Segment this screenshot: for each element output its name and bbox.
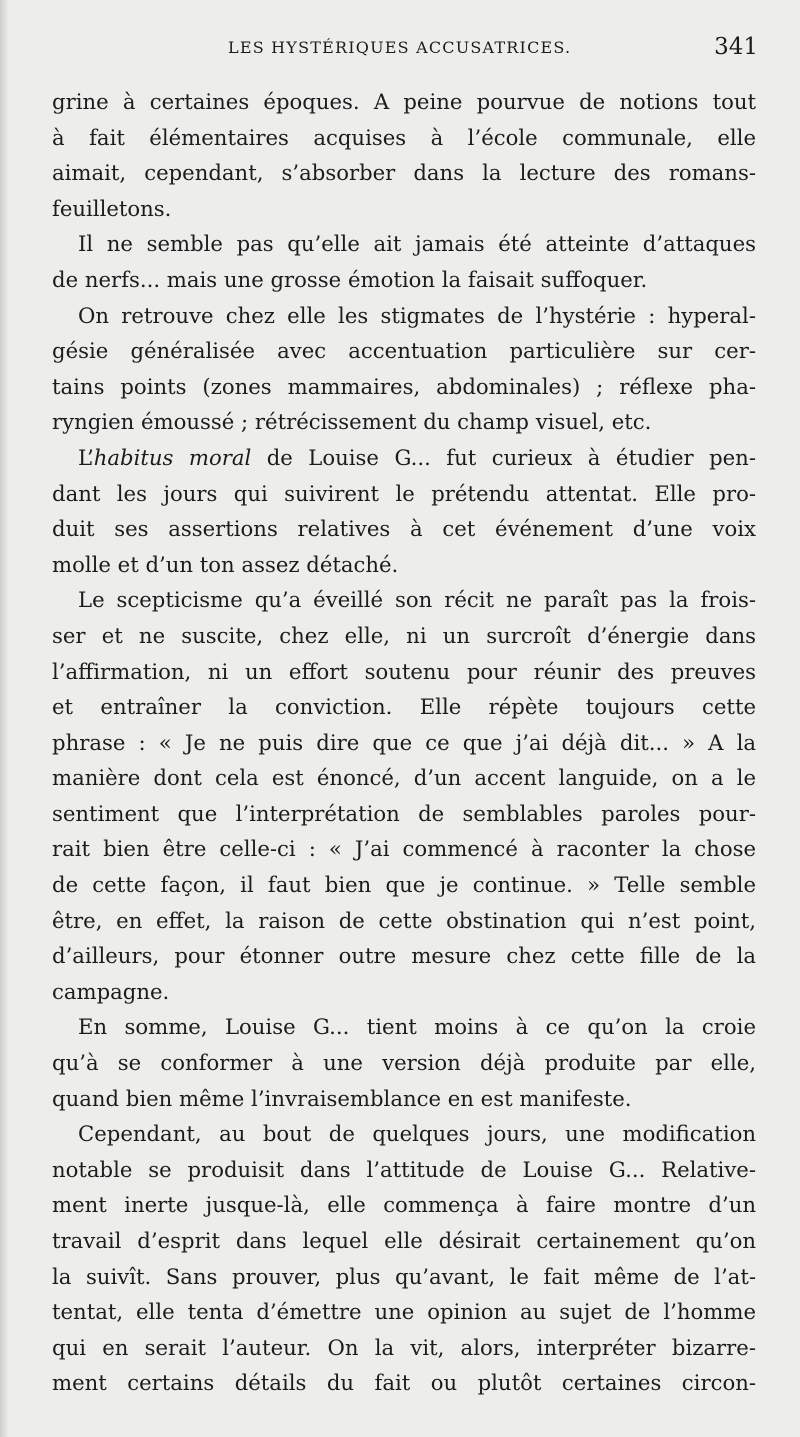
text-line: Cependant, au bout de quelques jours, une modification	[78, 1121, 756, 1147]
text-line: aimait, cependant, s’absorber dans la lecture des romans-	[52, 160, 756, 186]
text-line: tentat, elle tenta d’émettre une opinion au sujet de l’homme	[52, 1299, 756, 1325]
text-line: de nerfs... mais une grosse émotion la faisait suffoquer.	[52, 266, 648, 292]
text-line: qu’à se conformer à une version déjà produite par elle,	[52, 1050, 756, 1076]
text-line: duit ses assertions relatives à cet événement d’une voix	[52, 516, 756, 542]
text-line: tains points (zones mammaires, abdominales) ; réflexe pha-	[52, 373, 756, 399]
text-line: manière dont cela est énoncé, d’un accent languide, on a le	[52, 765, 756, 791]
text-line: ryngien émoussé ; rétrécissement du champ visuel, etc.	[52, 409, 652, 435]
text-line: la suivît. Sans prouver, plus qu’avant, le fait même de l’at-	[52, 1263, 756, 1289]
text-line: molle et d’un ton assez détaché.	[52, 551, 399, 577]
text-line: ment certains détails du fait ou plutôt certaines circon-	[52, 1370, 756, 1396]
text-line: Il ne semble pas qu’elle ait jamais été atteinte d’attaques	[78, 231, 756, 257]
text-line: En somme, Louise G... tient moins à ce qu’on la croie	[78, 1014, 756, 1040]
text-line: être, en effet, la raison de cette obstination qui n’est point,	[52, 907, 756, 933]
text-line: qui en serait l’auteur. On la vit, alors, interpréter bizarre-	[52, 1334, 756, 1360]
page-edge-shadow	[0, 0, 9, 1437]
text-line: et entraîner la conviction. Elle répète toujours cette	[52, 694, 756, 720]
text-line: On retrouve chez elle les stigmates de l’hystérie : hyperal-	[78, 302, 756, 328]
text-line: Le scepticisme qu’a éveillé son récit ne paraît pas la frois-	[78, 587, 756, 613]
text-line: sentiment que l’interprétation de semblables paroles pour-	[52, 800, 756, 826]
text-line: travail d’esprit dans lequel elle désirait certainement qu’on	[52, 1228, 756, 1253]
text-line: ment inerte jusque-là, elle commença à faire montre d’un	[52, 1192, 756, 1218]
text-line: à fait élémentaires acquises à l’école communale, elle	[52, 124, 756, 150]
text-line: de cette façon, il faut bien que je continue. » Telle semble	[52, 872, 756, 898]
text-line	[52, 440, 756, 476]
text-line: campagne.	[52, 978, 170, 1004]
text-line: d’ailleurs, pour étonner outre mesure chez cette fille de la	[52, 943, 756, 969]
running-head: LES HYSTÉRIQUES ACCUSATRICES.	[228, 38, 572, 57]
text-line: grine à certaines époques. A peine pourvue de notions tout	[52, 89, 756, 114]
text-line: rait bien être celle-ci : « J’ai commencé à raconter la chose	[52, 836, 756, 862]
text-line: quand bien même l’invraisemblance en est manifeste.	[52, 1085, 632, 1111]
text-line: phrase : « Je ne puis dire que ce que j’ai déjà dit... » A la	[52, 729, 756, 755]
italic-phrase: habitus moral	[93, 444, 252, 470]
page-header	[52, 34, 762, 68]
italic-article: L’	[78, 444, 94, 470]
page-number: 341	[714, 34, 758, 60]
text-line: ser et ne suscite, chez elle, ni un surcroît d’énergie dans	[52, 622, 756, 648]
body-text	[52, 84, 756, 1401]
text-line: feuilletons.	[52, 195, 172, 221]
text-line: l’affirmation, ni un effort soutenu pour réunir des preuves	[52, 658, 756, 684]
text-line: gésie généralisée avec accentuation particulière sur cer-	[52, 338, 756, 364]
text-line: dant les jours qui suivirent le prétendu attentat. Elle pro-	[52, 480, 756, 506]
line-remainder: de Louise G... fut curieux à étudier pen-	[266, 444, 756, 470]
text-line: notable se produisit dans l’attitude de Louise G... Relative-	[52, 1156, 756, 1182]
